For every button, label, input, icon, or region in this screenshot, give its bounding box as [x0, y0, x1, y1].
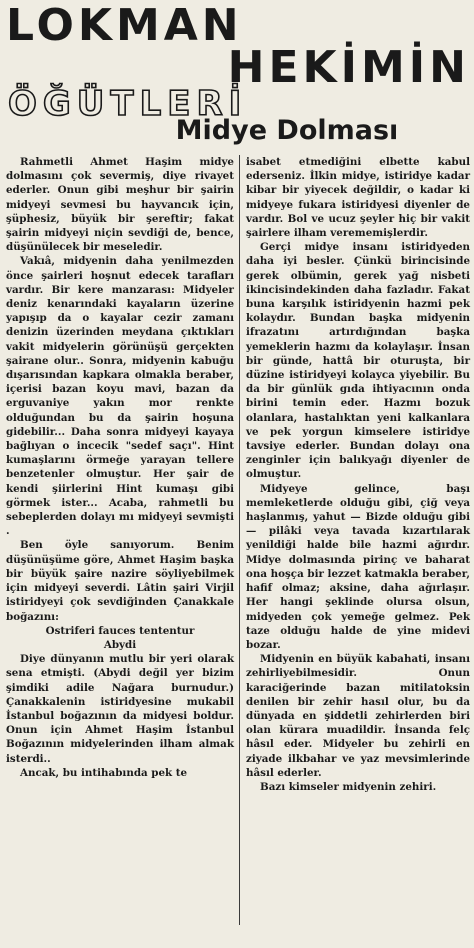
- left-column: [6, 155, 234, 780]
- latin-quote-line-2: Abydi: [103, 638, 137, 651]
- left-paragraph-1: Rahmetli Ahmet Haşim midye dolmasını çok severmiş, diye rivayet ederler. Onun gibi meşhur bir şairin midyeyi sevmesi bu hayvancık için, şüphesiz, büyük bir şereftir; fakat şairin midyeyi niçin sevdiği de, bence, düşünülecek bir meseledir.: [6, 156, 234, 254]
- right-paragraph-4: Midyenin en büyük kabahati, insanı zehirliyebilmesidir. Onun karaciğerinde bazan mitilatoksin denilen bir zehir hasıl olur, bu da dünyada en şiddetli zehirlerden biri olan kürara muadildir. İnsanda felç hâsıl eder. Midyeler bu zehirli en ziyade ilkbahar ve yaz mevsimlerinde hâsıl ederler.: [246, 653, 470, 779]
- right-column: [246, 155, 470, 794]
- left-paragraph-3: Ben öyle sanıyorum. Benim düşünüşüme göre, Ahmet Haşim başka bir büyük şaire nazire söyliyebilmek için midyeyi severdi. Lâtin şairi Virjil istiridyeyi çok sevdiğinden Çanakkale boğazını:: [6, 539, 234, 623]
- headline-hekimin: HEKİMİN: [227, 42, 470, 93]
- column-divider: [239, 155, 240, 925]
- latin-quote-line-1: Ostriferi fauces tententur: [45, 624, 195, 637]
- left-paragraph-4: Diye dünyanın mutlu bir yeri olarak sena etmişti. (Abydi değil yer bizim şimdiki adile Nağara burnudur.) Çanakkalenin istiridyesine mukabil İstanbul boğazının da midyesi boldur. Onun için Ahmet Haşim İstanbul Boğazının midyelerinden ilham almak isterdi..: [6, 653, 234, 765]
- headline-lokman: LOKMAN: [6, 0, 243, 51]
- left-paragraph-2: Vakıâ, midyenin daha yenilmezden önce şairleri hoşnut edecek tarafları vardır. Bir kere manzarası: Midyeler deniz kenarındaki kayaların üzerine yapışıp da o kayalar cezir zamanı denizin üzerinden meydana çıktıkları vakit midyelerin görünüşü gerçekten şairane olur.. Sonra, midyenin kabuğu dışarısından kapkara olmakla beraber, içerisi bazan koyu mavi, bazan da erguvaniye yakın mor renkte olduğundan bu da şairin hoşuna gidebilir... Daha sonra midyeyi kayaya bağlıyan o incecik "sedef saçı". Hint kumaşlarını örmeğe yarayan tellere benzetenler olmuştur. Her şair de kendi şiirlerini Hint kumaşı gibi görmek ister... Acaba, rahmetli bu sebeplerden dolayı mı midyeyi sevmişti .: [6, 255, 234, 538]
- right-paragraph-1: isabet etmediğini elbette kabul ederseniz. İlkin midye, istiridye kadar kibar bir yiyecek değildir, o kadar ki midyeye fukara istiridyesi diyenler de vardır. Bol ve ucuz şeyler hiç bir vakit şairlere ilham verememişlerdir.: [246, 156, 470, 240]
- right-paragraph-2: Gerçi midye insanı istiridyeden daha iyi besler. Çünkü birincisinde gerek olbümin, gerek yağ nisbeti ikincisindekinden daha fazladır. Fakat buna karşılık istiridyenin hazmi pek kolaydır. Bundan başka midyenin ifrazatını artırdığından başka yemeklerin hazmı da kolaylaşır. İnsan bir günde, hattâ bir oturuşta, bir düzine istiridyeyi kolayca yiyebilir. Bu da bir günlük gıda ihtiyacının onda birini temin eder. Hazmı bozuk olanlara, hastalıktan yeni kalkanlara ve pek yorgun kimselere istiridye tavsiye ederler. Bundan dolayı ona zenginler için balıkyağı diyenler de olmuştur.: [246, 241, 470, 481]
- left-paragraph-5: Ancak, bu intihabında pek te: [20, 766, 188, 779]
- right-paragraph-5: Bazı kimseler midyenin zehiri.: [260, 780, 437, 793]
- right-paragraph-3: Midyeye gelince, başı memleketlerde olduğu gibi, çiğ veya haşlanmış, yahut — Bizde olduğu gibi— pilâki veya tavada kızartılarak yenildiği halde bile hazmi ağırdır. Midye dolmasında pirinç ve baharat ona hoşça bir lezzet katmakla beraber, hafif olmaz; aksine, daha ağırlaşır. Her hangi şeklinde olursa olsun, midyeden çok yemeğe gelmez. Pek taze olduğu halde de yine midevi bozar.: [246, 482, 470, 651]
- headline-ogutleri: ÖĞÜTLERİ: [8, 84, 248, 124]
- article-title: Midye Dolması: [175, 115, 399, 146]
